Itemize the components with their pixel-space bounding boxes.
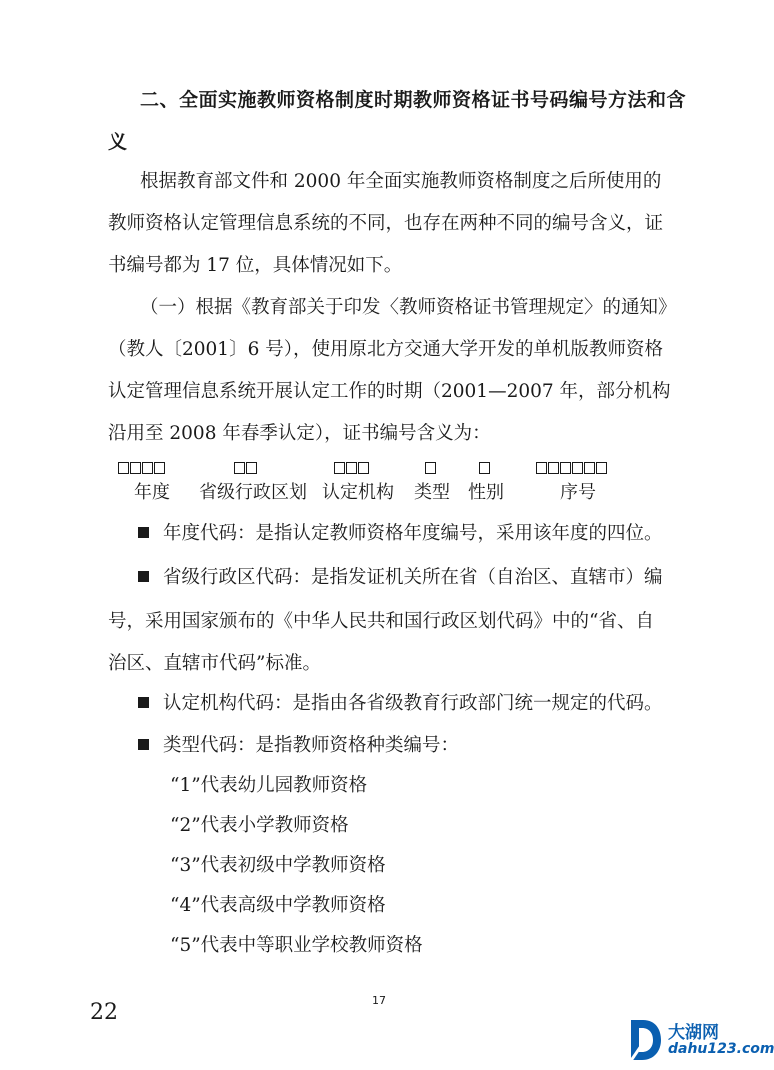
page-number: 17: [372, 994, 386, 1007]
paragraph-1-line-2: 教师资格认定管理信息系统的不同，也存在两种不同的编号含义，证: [108, 213, 664, 234]
code-label-year: 年度: [134, 482, 170, 503]
paragraph-1-line-3: 书编号都为 17 位，具体情况如下。: [108, 255, 403, 276]
bullet-province-code-line-2: 号，采用国家颁布的《中华人民共和国行政区划代码》中的“省、自: [108, 611, 654, 632]
type-item-2: “2”代表小学教师资格: [170, 815, 349, 836]
code-boxes-serial: [536, 462, 607, 474]
paragraph-2-line-4: 沿用至 2008 年春季认定），证书编号含义为：: [108, 423, 491, 444]
type-item-1: “1”代表幼儿园教师资格: [170, 775, 368, 796]
square-bullet-icon: [138, 571, 149, 582]
watermark-url: dahu123.com: [668, 1041, 774, 1057]
section-heading-line-1: 二、全面实施教师资格制度时期教师资格证书号码编号方法和含: [140, 89, 687, 111]
paragraph-2-line-2: （教人〔2001〕6 号），使用原北方交通大学开发的单机版教师资格: [108, 339, 663, 360]
side-page-number: 22: [90, 1000, 118, 1025]
square-bullet-icon: [138, 739, 149, 750]
square-bullet-icon: [138, 697, 149, 708]
code-label-institution: 认定机构: [322, 482, 394, 503]
type-item-4: “4”代表高级中学教师资格: [170, 895, 386, 916]
bullet-year-code: 年度代码：是指认定教师资格年度编号，采用该年度的四位。: [138, 522, 663, 546]
paragraph-2-line-3: 认定管理信息系统开展认定工作的时期（2001—2007 年，部分机构: [108, 381, 671, 402]
paragraph-2-line-1: （一）根据《教育部关于印发〈教师资格证书管理规定〉的通知》: [140, 297, 677, 318]
code-boxes-gender: [479, 462, 490, 474]
dahu-logo-icon: [628, 1016, 662, 1064]
paragraph-1-line-1: 根据教育部文件和 2000 年全面实施教师资格制度之后所使用的: [140, 171, 662, 192]
code-label-gender: 性别: [468, 482, 504, 503]
square-bullet-icon: [138, 527, 149, 538]
watermark-logo: [628, 1016, 774, 1064]
type-item-3: “3”代表初级中学教师资格: [170, 855, 386, 876]
code-boxes-province: [234, 462, 257, 474]
code-label-serial: 序号: [560, 482, 596, 503]
section-heading-line-2: 义: [108, 131, 128, 153]
watermark-name: 大湖网: [668, 1023, 719, 1043]
type-item-5: “5”代表中等职业学校教师资格: [170, 935, 423, 956]
code-label-type: 类型: [414, 482, 450, 503]
code-boxes-institution: [334, 462, 369, 474]
bullet-province-code: 省级行政区代码：是指发证机关所在省（自治区、直辖市）编: [138, 566, 663, 590]
bullet-institution-code: 认定机构代码：是指由各省级教育行政部门统一规定的代码。: [138, 692, 663, 716]
code-label-province: 省级行政区划: [199, 482, 307, 503]
code-boxes-type: [425, 462, 436, 474]
bullet-province-code-line-3: 治区、直辖市代码”标准。: [108, 653, 321, 674]
code-boxes-year: [118, 462, 165, 474]
bullet-type-code: 类型代码：是指教师资格种类编号：: [138, 734, 459, 758]
